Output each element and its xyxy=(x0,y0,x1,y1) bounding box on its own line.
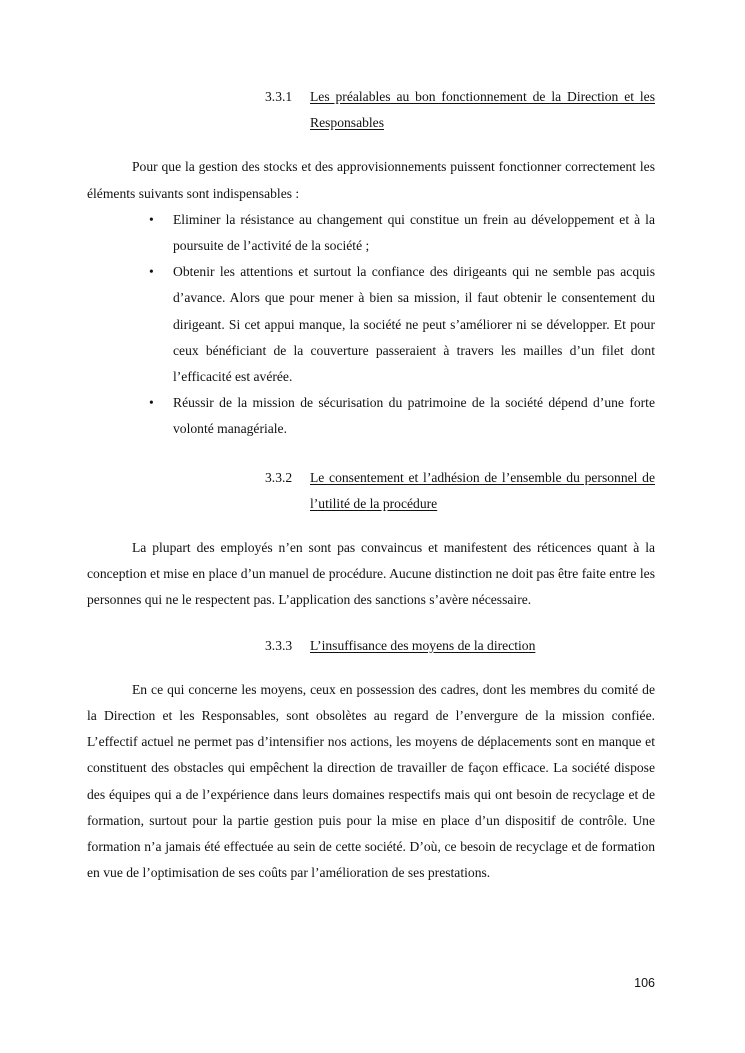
section-number: 3.3.2 xyxy=(265,469,293,485)
list-item xyxy=(87,207,655,259)
section-heading-3-3-2 xyxy=(265,465,655,517)
list-item-text: Eliminer la résistance au changement qui constitue un frein au développement et à la poursuite de l’activité de la société ; xyxy=(173,211,655,254)
bullet-icon: • xyxy=(149,211,154,227)
bullet-icon: • xyxy=(149,395,154,411)
section-title: L’insuffisance des moyens de la direction xyxy=(310,637,536,653)
section-heading-3-3-1 xyxy=(265,84,655,136)
page-number: 106 xyxy=(634,976,655,990)
list-item-text: Réussir de la mission de sécurisation du patrimoine de la société dépend d’une forte volonté managériale. xyxy=(173,395,655,437)
section-heading-3-3-3 xyxy=(265,633,655,659)
body-paragraph: En ce qui concerne les moyens, ceux en possession des cadres, dont les membres du comité de la Direction et les Responsables, sont obsolètes au regard de l’envergure de la mission confiée. L’effectif actuel ne permet pas d’intensifier nos actions, les moyens de déplacements sont en manque et constituent des obstacles qui empêchent la direction de travailler de façon efficace. La société dispose des équipes qui a de l’expérience dans leurs domaines respectifs mais qui ont besoin de recyclage et de formation, surtout pour la partie gestion puis pour la mise en place d’un dispositif de contrôle. Une formation n’a jamais été effectuée au sein de cette société. D’où, ce besoin de recyclage et de formation en vue de l’optimisation de ses coûts par l’amélioration de ses prestations. xyxy=(87,681,655,881)
section-title: Le consentement et l’adhésion de l’ensemble du personnel de l’utilité de la procédure xyxy=(310,469,655,511)
document-page xyxy=(87,84,655,886)
list-item xyxy=(87,390,655,442)
section-number: 3.3.3 xyxy=(265,637,293,653)
section-intro-paragraph: Pour que la gestion des stocks et des approvisionnements puissent fonctionner correctement les éléments suivants sont indispensables : xyxy=(87,159,655,201)
body-paragraph: La plupart des employés n’en sont pas convaincus et manifestent des réticences quant à la conception et mise en place d’un manuel de procédure. Aucune distinction ne doit pas être faite entre les personnes qui ne le respectent pas. L’application des sanctions s’avère nécessaire. xyxy=(87,540,655,608)
bullet-icon: • xyxy=(149,264,154,280)
list-item xyxy=(87,259,655,390)
section-title: Les préalables au bon fonctionnement de la Direction et les Responsables xyxy=(310,89,655,131)
requirements-list xyxy=(87,207,655,443)
section-number: 3.3.1 xyxy=(265,89,293,104)
list-item-text: Obtenir les attentions et surtout la confiance des dirigeants qui ne semble pas acquis d’avance. Alors que pour mener à bien sa mission, il faut obtenir le consentement du dirigeant. Si cet appui manque, la société ne peut s’améliorer ni se développer. Et pour ceux bénéficiant de la couverture passeraient à travers les mailles d’un filet dont l’efficacité est avérée. xyxy=(173,264,655,385)
